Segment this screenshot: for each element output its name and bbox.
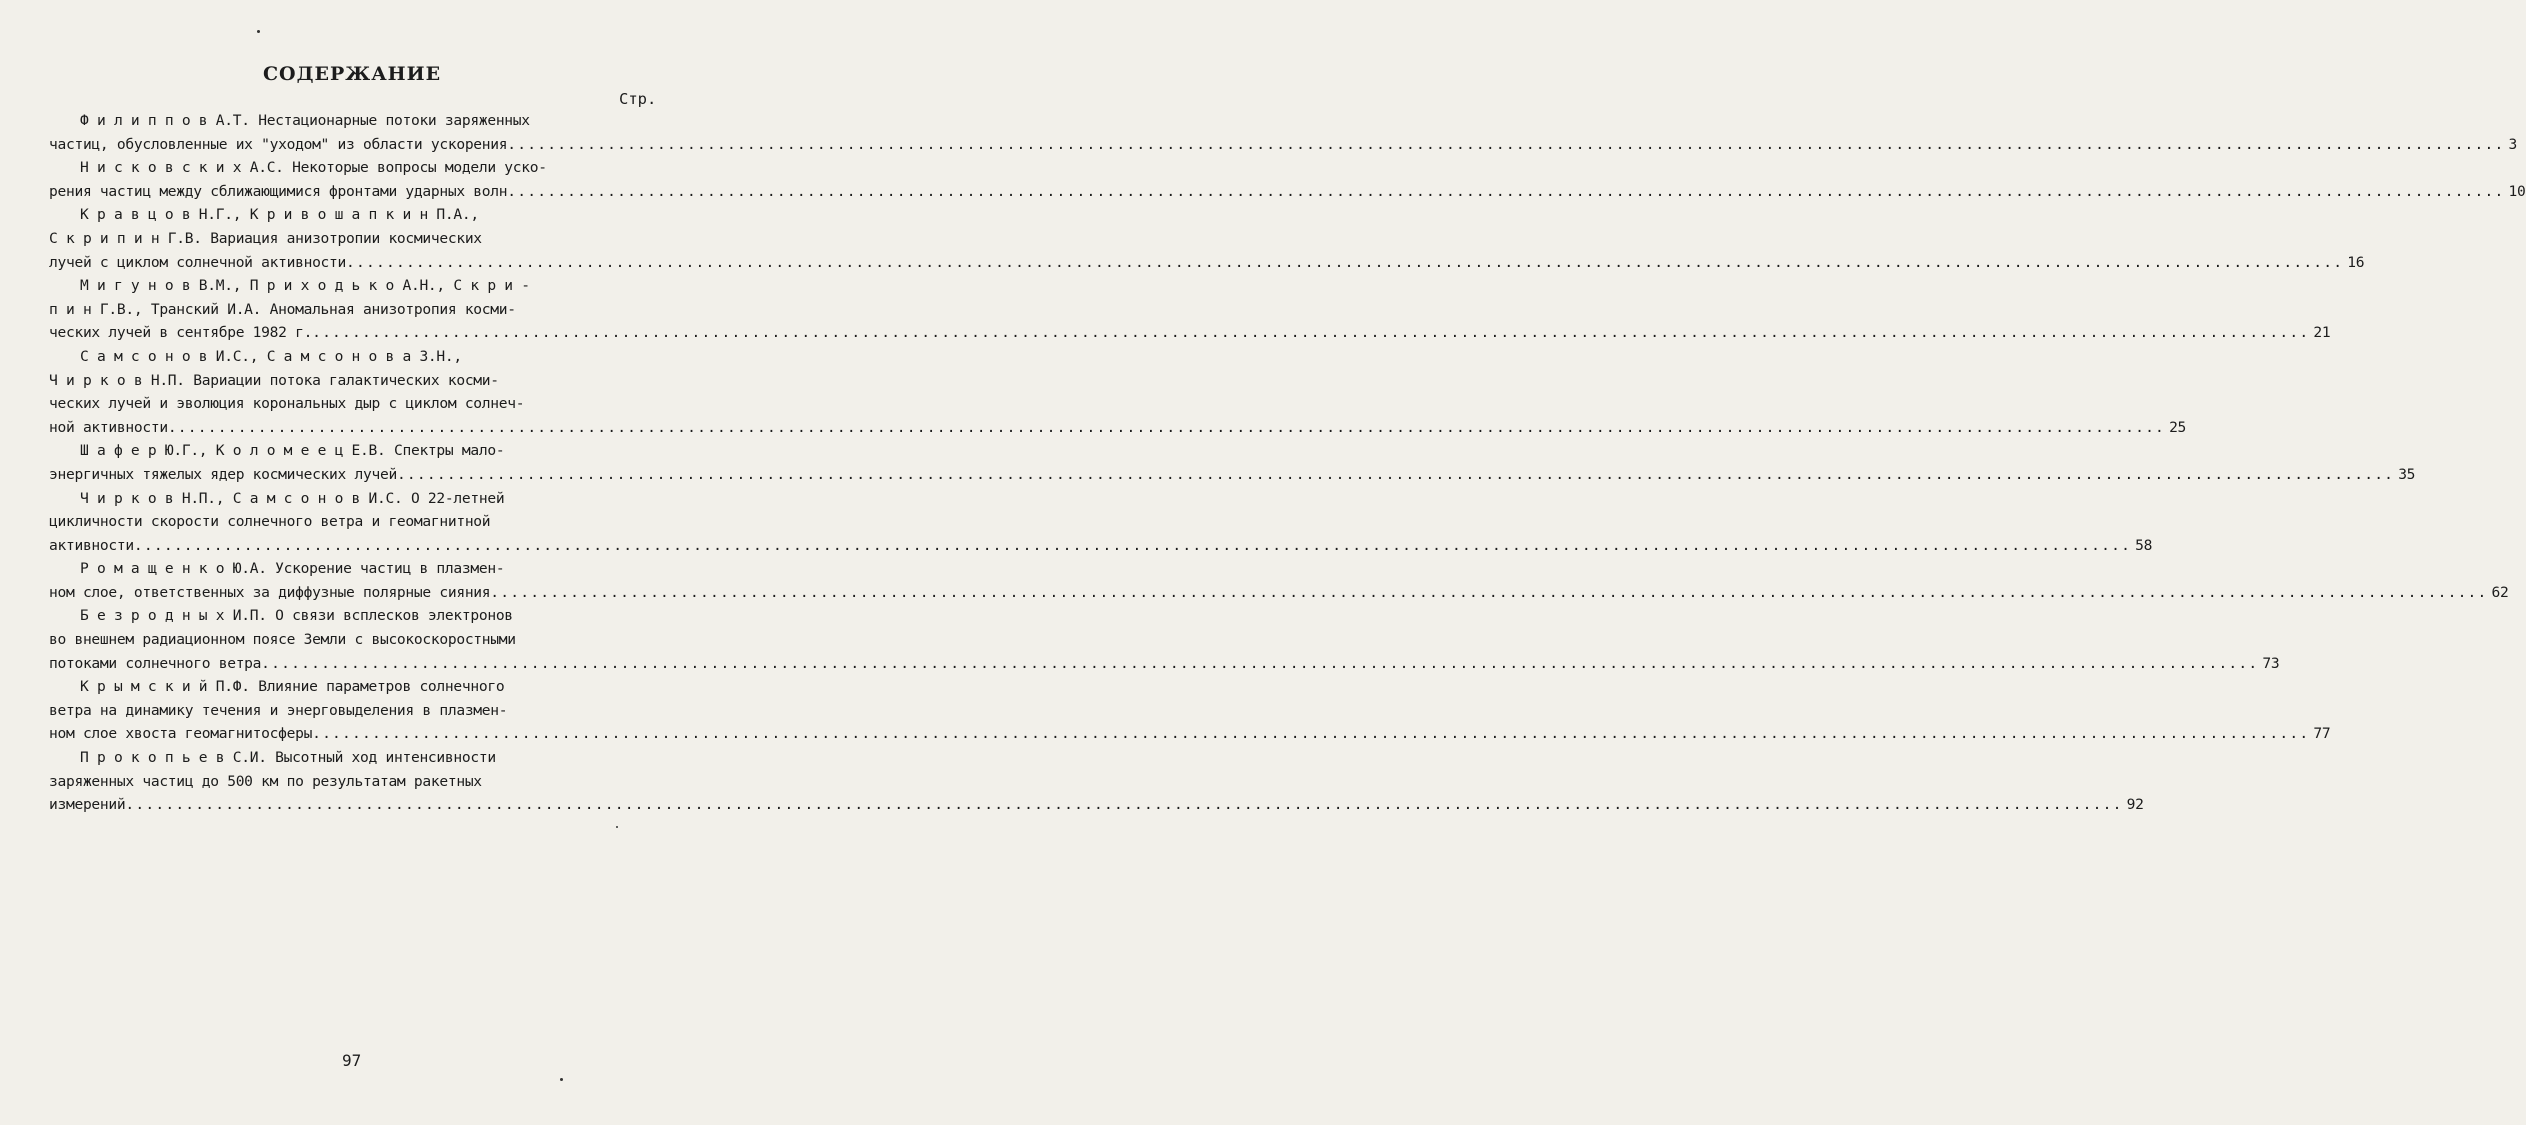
toc-entry-page: 58	[2135, 536, 2153, 554]
toc-entry-text: К р ы м с к и й П.Ф. Влияние параметров солнечного	[80, 678, 505, 696]
toc-entry	[49, 487, 2153, 558]
page-number: 97	[342, 1051, 362, 1070]
toc-entry-text: Ч и р к о в Н.П. Вариации потока галактических косми-	[49, 371, 499, 389]
toc-entry	[49, 557, 2509, 604]
toc-entry	[49, 203, 2365, 274]
toc-entry-page: 21	[2313, 324, 2331, 342]
dot-leader: ........................................................................................................................................................................................................	[133, 536, 2132, 554]
toc-entry-page: 3	[2508, 135, 2518, 153]
toc-entry	[49, 345, 2187, 439]
toc-entry-text: заряженных частиц до 500 км по результатам ракетных	[49, 772, 482, 790]
toc-entry-text: цикличности скорости солнечного ветра и геомагнитной	[49, 513, 491, 531]
toc-entry-last-line	[49, 581, 2509, 605]
toc-entry-text: К р а в ц о в Н.Г., К р и в о ш а п к и н П.А.,	[80, 206, 479, 224]
toc-entry-text: ном слое хвоста геомагнитосферы	[49, 725, 313, 743]
toc-entry-text: П р о к о п ь е в С.И. Высотный ход интенсивности	[80, 749, 496, 767]
scan-speck	[616, 826, 618, 828]
toc-entry-last-line	[49, 652, 2280, 676]
scan-speck	[257, 30, 260, 33]
toc-entry-last-line	[49, 722, 2331, 746]
toc-entry-page: 10	[2508, 182, 2526, 200]
dot-leader: ........................................................................................................................................................................................................	[167, 418, 2166, 436]
toc-entry-text: Ч и р к о в Н.П., С а м с о н о в И.С. О 22-летней	[80, 489, 505, 507]
toc-entry-text: активности	[49, 536, 134, 554]
table-of-contents	[49, 109, 2526, 817]
toc-entry-last-line	[49, 463, 2416, 487]
toc-entry	[49, 274, 2331, 345]
dot-leader: ........................................................................................................................................................................................................	[346, 253, 2344, 271]
toc-entry-text: лучей с циклом солнечной активности	[49, 253, 347, 271]
toc-entry	[49, 109, 2518, 156]
toc-entry-last-line	[49, 133, 2518, 157]
toc-entry-text: п и н Г.В., Транский И.А. Аномальная анизотропия косми-	[49, 300, 516, 318]
toc-entry-last-line	[49, 251, 2365, 275]
toc-entry-page: 62	[2491, 583, 2509, 601]
toc-entry-text: Ш а ф е р Ю.Г., К о л о м е е ц Е.В. Спектры мало-	[80, 442, 505, 460]
toc-entry-text: ветра на динамику течения и энерговыделения в плазмен-	[49, 701, 508, 719]
toc-entry-text: ной активности	[49, 418, 168, 436]
toc-entry-last-line	[49, 321, 2331, 345]
toc-entry-text: рения частиц между сближающимися фронтами ударных волн	[49, 182, 508, 200]
page-column-label: Стр.	[619, 90, 657, 108]
toc-entry-text: ческих лучей и эволюция корональных дыр с циклом солнеч-	[49, 395, 525, 413]
toc-entry-last-line	[49, 180, 2526, 204]
dot-leader: ........................................................................................................................................................................................................	[490, 583, 2488, 601]
dot-leader: ........................................................................................................................................................................................................	[507, 182, 2505, 200]
toc-entry-text: С к р и п и н Г.В. Вариация анизотропии космических	[49, 229, 482, 247]
toc-entry-page: 35	[2398, 465, 2416, 483]
toc-entry	[49, 746, 2144, 817]
toc-entry-text: Р о м а щ е н к о Ю.А. Ускорение частиц в плазмен-	[80, 560, 505, 578]
toc-entry-page: 77	[2313, 725, 2331, 743]
toc-entry-text: С а м с о н о в И.С., С а м с о н о в а З.Н.,	[80, 347, 462, 365]
toc-entry-page: 16	[2347, 253, 2365, 271]
toc-entry-text: во внешнем радиационном поясе Земли с высокоскоростными	[49, 631, 516, 649]
toc-entry-text: Ф и л и п п о в А.Т. Нестационарные потоки заряженных	[80, 112, 530, 129]
toc-entry-text: потоками солнечного ветра	[49, 654, 262, 672]
toc-entry-text: частиц, обусловленные их "уходом" из области ускорения	[49, 135, 508, 153]
toc-entry-text: Б е з р о д н ы х И.П. О связи всплесков электронов	[80, 607, 513, 625]
toc-entry	[49, 604, 2280, 675]
dot-leader: ........................................................................................................................................................................................................	[125, 796, 2123, 814]
dot-leader: ........................................................................................................................................................................................................	[312, 725, 2310, 743]
toc-entry	[49, 439, 2416, 486]
page-title: СОДЕРЖАНИЕ	[262, 63, 442, 85]
toc-entry-text: измерений	[49, 796, 126, 814]
toc-entry-last-line	[49, 534, 2153, 558]
toc-entry-text: ном слое, ответственных за диффузные полярные сияния	[49, 583, 491, 601]
toc-entry-last-line	[49, 416, 2187, 440]
dot-leader: ........................................................................................................................................................................................................	[507, 135, 2505, 153]
dot-leader: ........................................................................................................................................................................................................	[396, 465, 2395, 483]
toc-entry-page: 25	[2169, 418, 2187, 436]
toc-entry-page: 92	[2126, 796, 2144, 814]
toc-entry-page: 73	[2262, 654, 2280, 672]
dot-leader: ........................................................................................................................................................................................................	[312, 324, 2310, 342]
dot-leader: ........................................................................................................................................................................................................	[261, 654, 2259, 672]
toc-entry-text: Н и с к о в с к и х А.С. Некоторые вопросы модели уско-	[80, 159, 547, 177]
toc-entry	[49, 156, 2526, 203]
toc-entry	[49, 675, 2331, 746]
scan-speck	[560, 1078, 563, 1081]
toc-entry-text: М и г у н о в В.М., П р и х о д ь к о А.Н., С к р и -	[80, 277, 530, 295]
toc-entry-last-line	[49, 793, 2144, 817]
toc-entry-text: ческих лучей в сентябре 1982 г.	[49, 324, 313, 342]
toc-entry-text: энергичных тяжелых ядер космических лучей	[49, 465, 397, 483]
